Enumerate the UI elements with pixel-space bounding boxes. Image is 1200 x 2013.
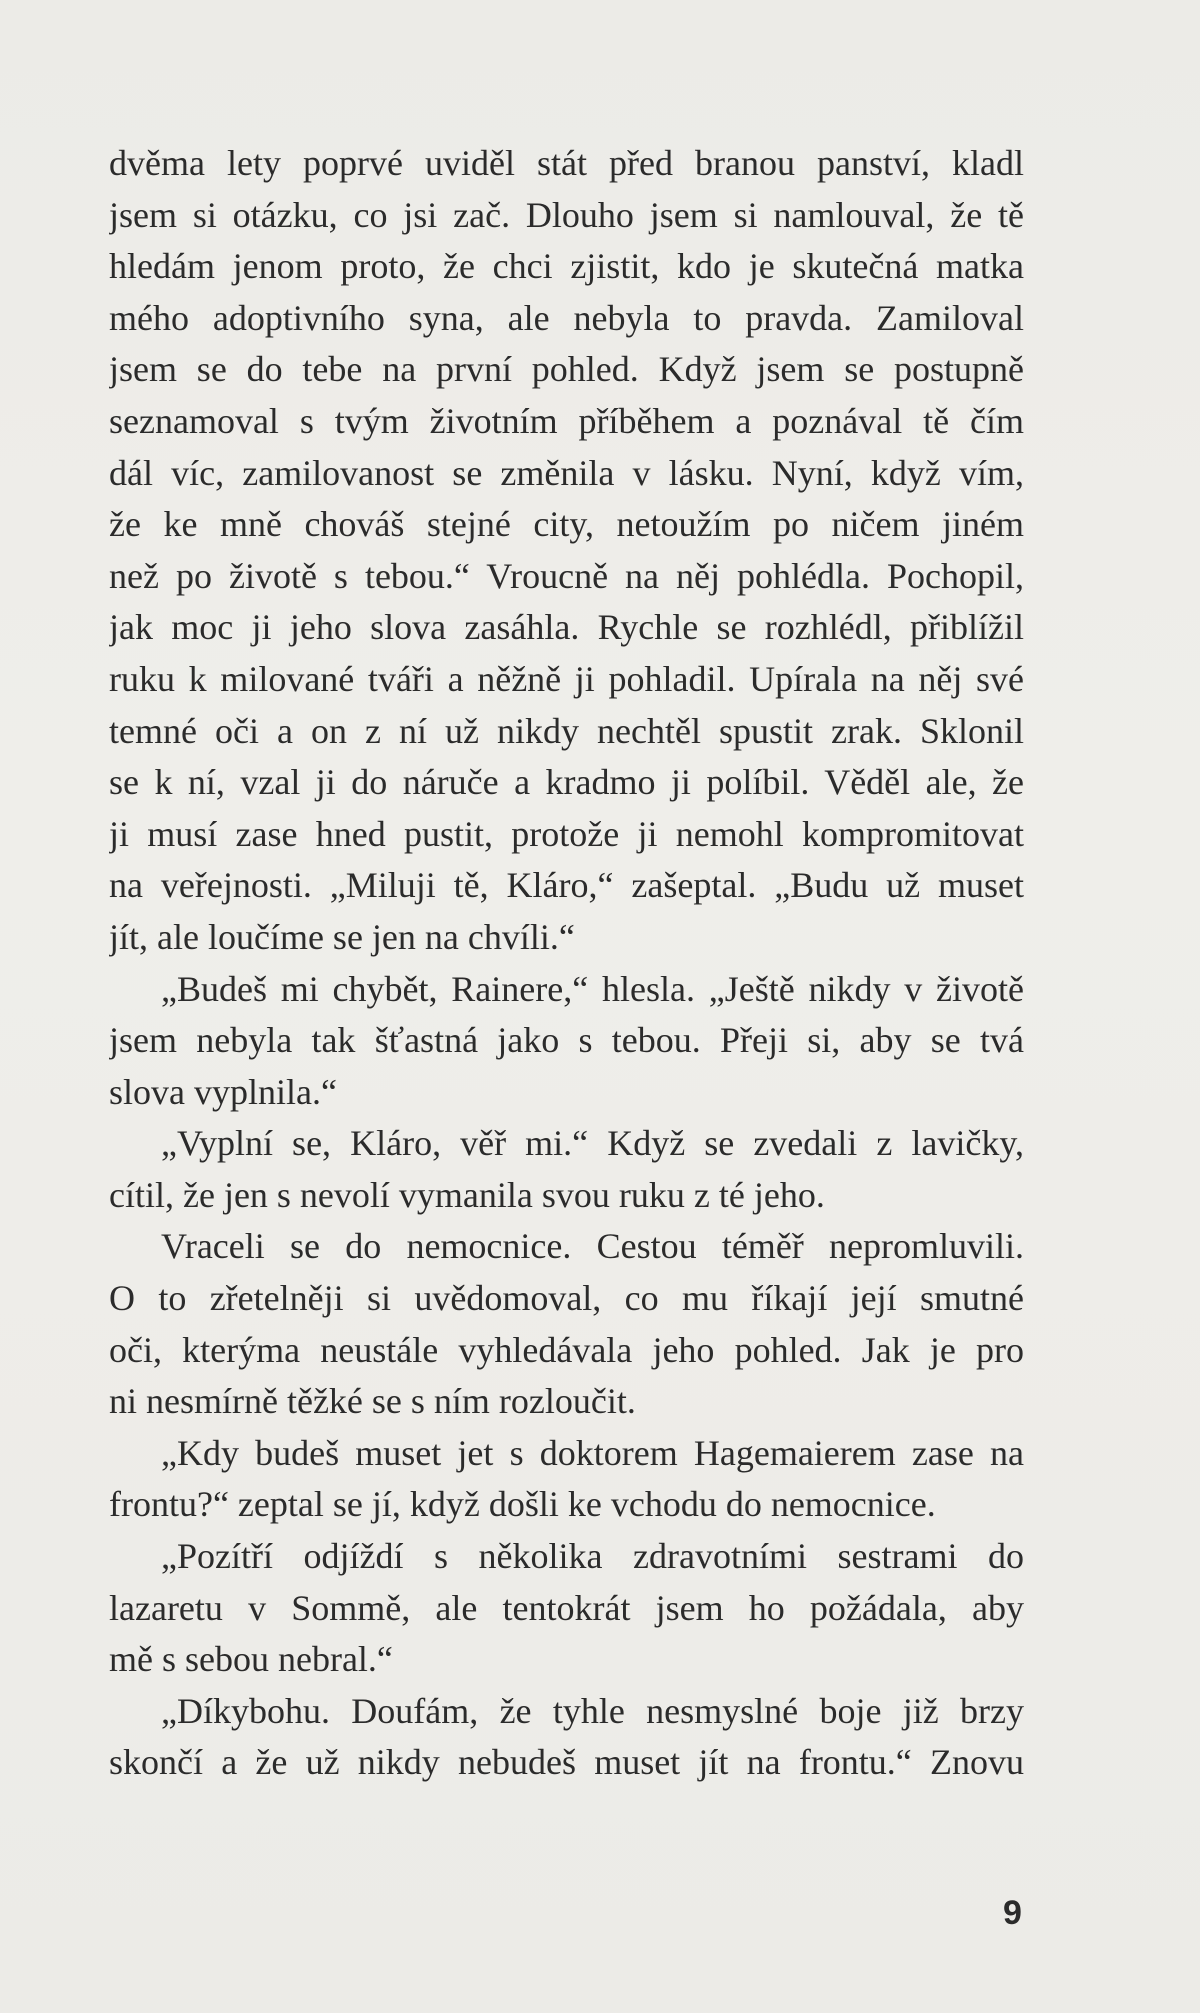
- text-line: mě s sebou nebral.“: [109, 1639, 393, 1680]
- text-line: jsem se do tebe na první pohled. Když jsem se postupně: [109, 349, 1024, 390]
- text-line: oči, kterýma neustále vyhledávala jeho pohled. Jak je pro: [109, 1329, 1024, 1370]
- text-line: jak moc ji jeho slova zasáhla. Rychle se rozhlédl, přiblížil: [109, 607, 1024, 648]
- body-text: [109, 138, 1024, 1789]
- text-line: na veřejnosti. „Miluji tě, Kláro,“ zašeptal. „Budu už muset: [109, 865, 1024, 906]
- text-line: dvěma lety poprvé uviděl stát před branou panství, kladl: [109, 143, 1024, 183]
- text-line: frontu?“ zeptal se jí, když došli ke vchodu do nemocnice.: [109, 1484, 936, 1525]
- text-line: jsem nebyla tak šťastná jako s tebou. Přeji si, aby se tvá: [109, 1020, 1024, 1061]
- text-line: jít, ale loučíme se jen na chvíli.“: [109, 916, 575, 957]
- text-line: se k ní, vzal ji do náruče a kradmo ji políbil. Věděl ale, že: [109, 762, 1024, 803]
- text-line: „Budeš mi chybět, Rainere,“ hlesla. „Ještě nikdy v životě: [161, 968, 1024, 1009]
- text-line: Vraceli se do nemocnice. Cestou téměř nepromluvili.: [161, 1226, 1024, 1267]
- text-line: ni nesmírně těžké se s ním rozloučit.: [109, 1381, 636, 1422]
- text-line: lazaretu v Sommě, ale tentokrát jsem ho požádala, aby: [109, 1587, 1024, 1628]
- text-line: dál víc, zamilovanost se změnila v lásku. Nyní, když vím,: [109, 452, 1024, 493]
- text-line: seznamoval s tvým životním příběhem a poznával tě čím: [109, 400, 1024, 441]
- text-line: temné oči a on z ní už nikdy nechtěl spustit zrak. Sklonil: [109, 710, 1024, 751]
- text-line: hledám jenom proto, že chci zjistit, kdo je skutečná matka: [109, 246, 1024, 287]
- text-line: jsem si otázku, co jsi zač. Dlouho jsem si namlouval, že tě: [109, 194, 1024, 235]
- text-line: „Díkybohu. Doufám, že tyhle nesmyslné boje již brzy: [161, 1690, 1024, 1731]
- text-line: mého adoptivního syna, ale nebyla to pravda. Zamiloval: [109, 297, 1024, 338]
- text-line: skončí a že už nikdy nebudeš muset jít na frontu.“ Znovu: [109, 1742, 1024, 1783]
- text-line: než po životě s tebou.“ Vroucně na něj pohlédla. Pochopil,: [109, 555, 1024, 596]
- text-line: ruku k milované tváři a něžně ji pohladil. Upírala na něj své: [109, 658, 1024, 699]
- text-line: „Kdy budeš muset jet s doktorem Hagemaierem zase na: [161, 1432, 1024, 1473]
- page-number: 9: [1003, 1894, 1022, 1932]
- text-line: ji musí zase hned pustit, protože ji nemohl kompromitovat: [109, 813, 1024, 854]
- text-line: „Vyplní se, Kláro, věř mi.“ Když se zvedali z lavičky,: [161, 1123, 1024, 1164]
- text-line: že ke mně chováš stejné city, netoužím po ničem jiném: [109, 504, 1024, 545]
- text-line: „Pozítří odjíždí s několika zdravotními sestrami do: [161, 1536, 1024, 1577]
- text-line: slova vyplnila.“: [109, 1071, 337, 1112]
- text-line: O to zřetelněji si uvědomoval, co mu říkají její smutné: [109, 1278, 1024, 1319]
- text-line: cítil, že jen s nevolí vymanila svou ruku z té jeho.: [109, 1174, 825, 1215]
